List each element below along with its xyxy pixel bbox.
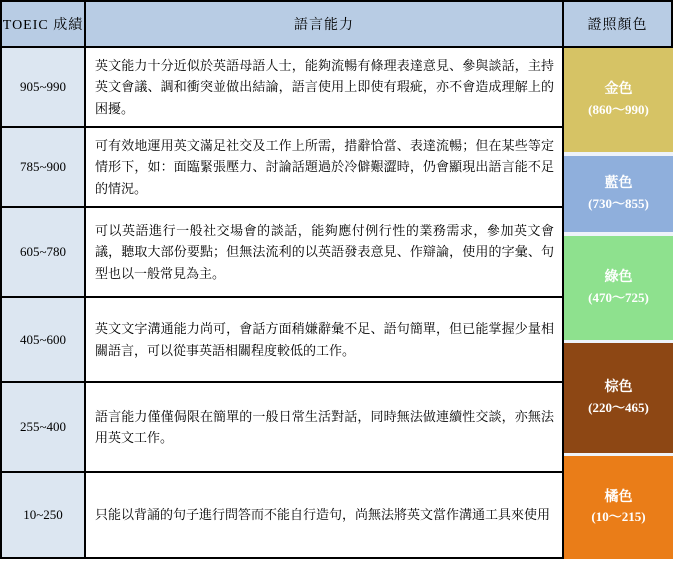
band-range: (10～215) — [591, 509, 646, 525]
cert-color-column — [564, 48, 673, 559]
band-range: (730～855) — [588, 195, 649, 211]
cert-color-band-gold — [564, 48, 673, 152]
ability-description-text: 語言能力僅僅侷限在簡單的一般日常生活對話，同時無法做連續性交談，亦無法用英文工作。 — [95, 408, 554, 445]
band-label: 橘色 — [604, 489, 633, 505]
ability-description-text: 英文能力十分近似於英語母語人士，能夠流暢有條理表達意見、參與談話，主持英文會議、調和衝突並做出結論，語言使用上即使有瑕疵，亦不會造成理解上的困擾。 — [95, 58, 554, 116]
header-cert-color: 證照顏色 — [564, 2, 673, 48]
band-label: 棕色 — [604, 380, 633, 396]
cert-color-band-green — [564, 236, 673, 340]
header-language-ability: 語言能力 — [86, 2, 564, 48]
ability-description-text: 可以英語進行一般社交場會的談話，能夠應付例行性的業務需求，參加英文會議，聽取大部份要點；但無法流利的以英語發表意見、作辯論，使用的字彙、句型也以一般常見為主。 — [95, 223, 554, 281]
score-range-cell: 10~250 — [2, 473, 86, 559]
band-range: (470～725) — [588, 289, 649, 305]
cert-color-band-brown — [564, 343, 673, 453]
cert-color-band-orange — [564, 456, 673, 559]
ability-description-cell — [86, 48, 564, 128]
score-range-cell: 785~900 — [2, 128, 86, 208]
header-toeic-score: TOEIC 成績 — [2, 2, 86, 48]
ability-description-text: 英文文字溝通能力尚可，會話方面稍嫌辭彙不足、語句簡單，但已能掌握少量相關語言，可以從事英語相關程度較低的工作。 — [95, 321, 554, 358]
ability-description-cell — [86, 298, 564, 383]
score-range-cell: 605~780 — [2, 208, 86, 298]
band-label: 藍色 — [604, 176, 633, 192]
ability-description-cell — [86, 128, 564, 208]
band-range: (220～465) — [588, 399, 649, 415]
score-range-cell: 405~600 — [2, 298, 86, 383]
ability-description-cell — [86, 208, 564, 298]
score-range-cell: 255~400 — [2, 383, 86, 473]
cert-color-band-blue — [564, 156, 673, 232]
score-range-cell: 905~990 — [2, 48, 86, 128]
band-label: 綠色 — [604, 270, 633, 286]
band-range: (860～990) — [588, 101, 649, 117]
ability-description-cell — [86, 473, 564, 559]
ability-description-cell — [86, 383, 564, 473]
ability-description-text: 只能以背誦的句子進行問答而不能自行造句，尚無法將英文當作溝通工具來使用 — [95, 507, 551, 523]
band-label: 金色 — [604, 82, 633, 98]
ability-description-text: 可有效地運用英文滿足社交及工作上所需，措辭恰當、表達流暢；但在某些等定情形下，如：面臨緊張壓力、討論話題過於冷僻艱澀時，仍會顯現出語言能不足的情況。 — [95, 138, 554, 196]
